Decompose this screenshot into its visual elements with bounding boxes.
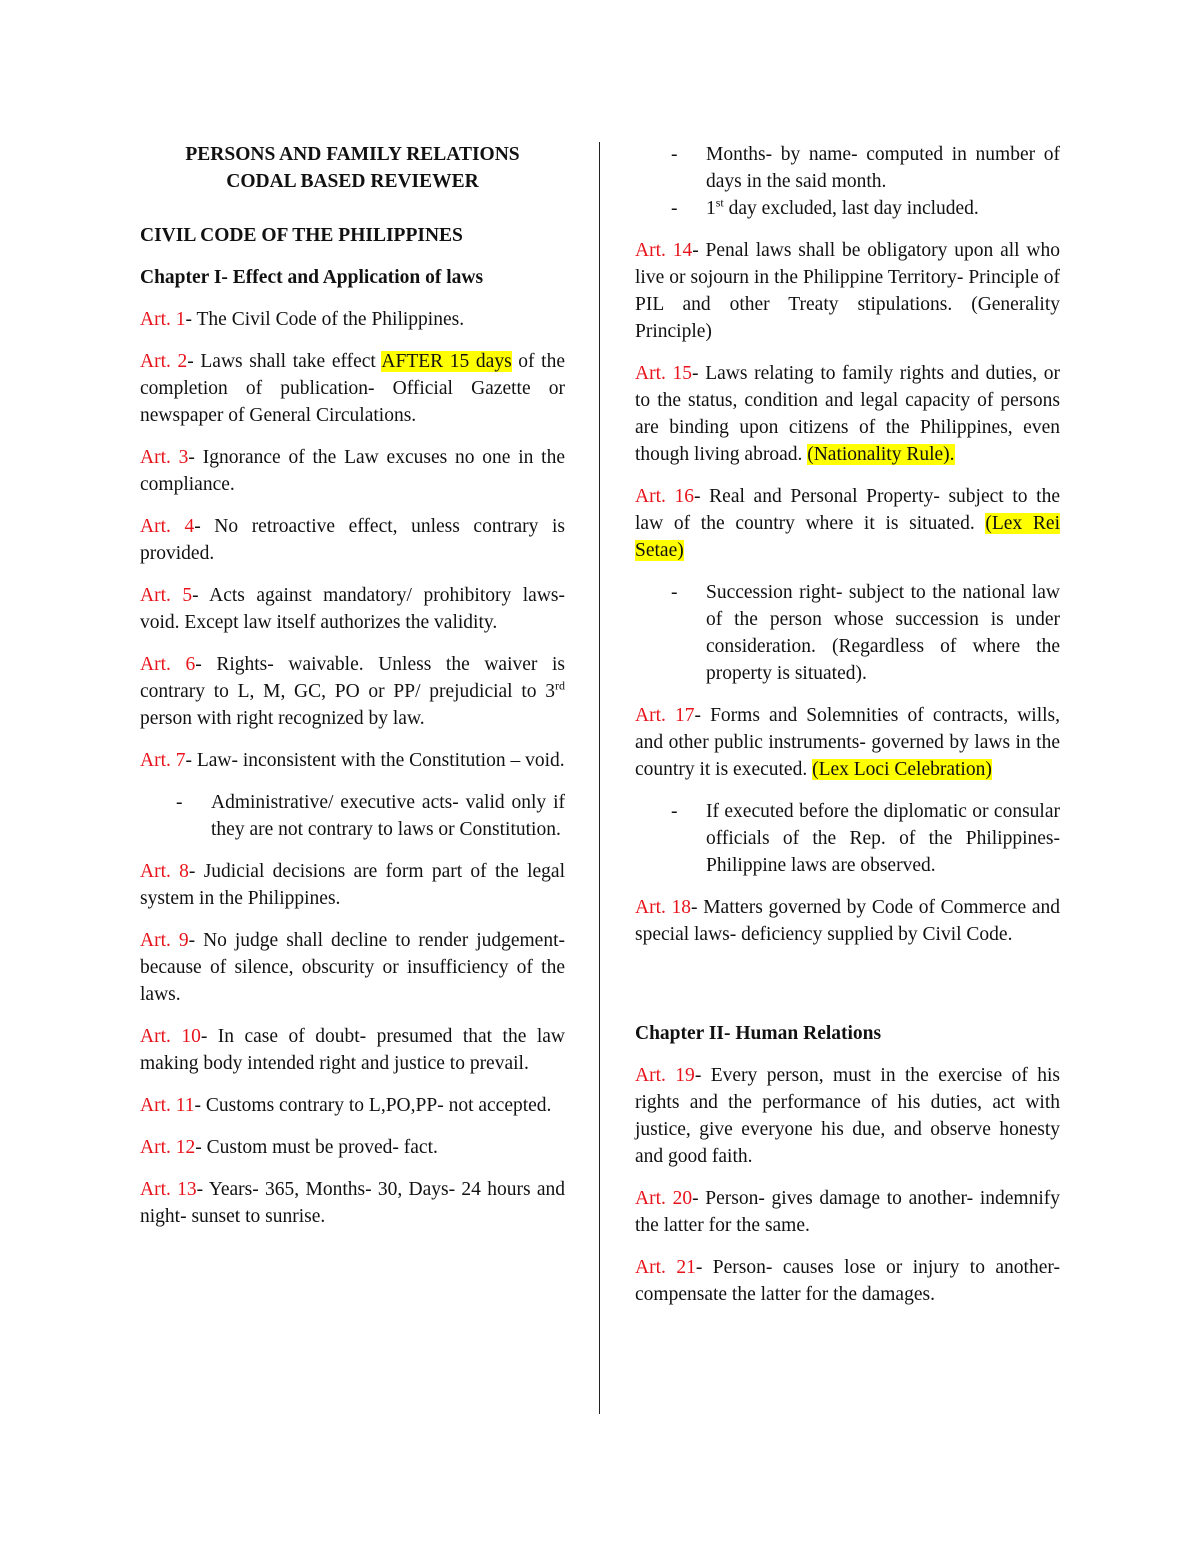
article-7-sublist (140, 789, 565, 843)
article-5 (140, 582, 565, 636)
article-text: - No retroactive effect, unless contrary is provided. (140, 516, 565, 564)
article-13-sublist (635, 141, 1060, 222)
article-16-sublist (635, 579, 1060, 687)
article-text: - Person- causes lose or injury to another- compensate the latter for the damages. (635, 1257, 1060, 1305)
article-10 (140, 1023, 565, 1077)
article-text: - Penal laws shall be obligatory upon all who live or sojourn in the Philippine Territory- Principle of PIL and other Treaty stipulations. (Generality Principle) (635, 240, 1060, 342)
article-number: Art. 21 (635, 1257, 696, 1278)
article-13 (140, 1176, 565, 1230)
list-item (635, 798, 1060, 879)
doc-title-line1: PERSONS AND FAMILY RELATIONS (185, 144, 520, 165)
article-text: - Customs contrary to L,PO,PP- not accepted. (194, 1095, 552, 1116)
article-number: Art. 13 (140, 1179, 197, 1200)
article-number: Art. 15 (635, 363, 693, 384)
article-11 (140, 1092, 565, 1119)
highlighted-text: (Nationality Rule). (807, 444, 955, 465)
article-7 (140, 747, 565, 774)
doc-title-line2: CODAL BASED REVIEWER (226, 171, 479, 192)
article-18 (635, 894, 1060, 948)
article-number: Art. 20 (635, 1188, 693, 1209)
article-6 (140, 651, 565, 732)
article-number: Art. 2 (140, 351, 188, 372)
article-number: Art. 7 (140, 750, 186, 771)
article-1 (140, 306, 565, 333)
article-number: Art. 19 (635, 1065, 695, 1086)
article-8 (140, 858, 565, 912)
article-text: - Matters governed by Code of Commerce and special laws- deficiency supplied by Civil Code. (635, 897, 1060, 945)
article-number: Art. 18 (635, 897, 692, 918)
article-21 (635, 1254, 1060, 1308)
list-item-text-cont: day excluded, last day included. (723, 198, 979, 219)
article-text: - Custom must be proved- fact. (195, 1137, 438, 1158)
article-text: - Every person, must in the exercise of his rights and the performance of his duties, act with justice, give everyone his due, and observe honesty and good faith. (635, 1065, 1060, 1167)
article-text: - In case of doubt- presumed that the law making body intended right and justice to prevail. (140, 1026, 565, 1074)
article-text-cont: person with right recognized by law. (140, 708, 425, 729)
dash-bullet: - (671, 198, 678, 219)
article-text: - No judge shall decline to render judgement- because of silence, obscurity or insufficiency of the laws. (140, 930, 565, 1005)
article-text: - Real and Personal Property- subject to the law of the country where it is situated. (635, 486, 1060, 534)
dash-bullet: - (671, 801, 678, 822)
list-item-text: Months- by name- computed in number of days in the said month. (706, 144, 1060, 192)
article-number: Art. 3 (140, 447, 189, 468)
article-text: - Judicial decisions are form part of the legal system in the Philippines. (140, 861, 565, 909)
code-title: CIVIL CODE OF THE PHILIPPINES (140, 225, 463, 246)
dash-bullet: - (176, 792, 183, 813)
ordinal-number: 1 (706, 198, 716, 219)
list-item (140, 789, 565, 843)
article-number: Art. 17 (635, 705, 695, 726)
superscript: st (715, 195, 724, 210)
list-item-text: Administrative/ executive acts- valid only if they are not contrary to laws or Constitution. (211, 792, 565, 840)
article-text: - Person- gives damage to another- indemnify the latter for the same. (635, 1188, 1061, 1236)
article-number: Art. 6 (140, 654, 196, 675)
right-column (635, 141, 1060, 1323)
article-12 (140, 1134, 565, 1161)
article-16 (635, 483, 1060, 564)
article-19 (635, 1062, 1060, 1170)
list-item (635, 141, 1060, 195)
article-number: Art. 14 (635, 240, 693, 261)
article-17-sublist (635, 798, 1060, 879)
article-14 (635, 237, 1060, 345)
article-20 (635, 1185, 1060, 1239)
article-text-cont: of the completion of publication- Official Gazette or newspaper of General Circulations. (140, 351, 565, 426)
list-item (635, 195, 1060, 222)
article-number: Art. 8 (140, 861, 189, 882)
article-number: Art. 16 (635, 486, 695, 507)
article-17 (635, 702, 1060, 783)
article-2 (140, 348, 565, 429)
article-number: Art. 5 (140, 585, 193, 606)
list-item (635, 579, 1060, 687)
chapter2-heading: Chapter II- Human Relations (635, 1023, 882, 1044)
list-item-text: Succession right- subject to the national law of the person whose succession is under consideration. (Regardless of where the property is situated). (706, 582, 1060, 684)
highlighted-text: (Lex Loci Celebration) (812, 759, 992, 780)
left-column (140, 141, 565, 1245)
article-text: - Laws shall take effect (187, 351, 382, 372)
article-number: Art. 12 (140, 1137, 196, 1158)
article-number: Art. 11 (140, 1095, 195, 1116)
list-item-text: If executed before the diplomatic or consular officials of the Rep. of the Philippines- Philippine laws are observed. (706, 801, 1060, 876)
article-text: - The Civil Code of the Philippines. (185, 309, 465, 330)
article-text: - Rights- waivable. Unless the waiver is contrary to L, M, GC, PO or PP/ prejudicial to 3 (140, 654, 566, 702)
article-text: - Laws relating to family rights and duties, or to the status, condition and legal capacity of persons are binding upon citizens of the Philippines, even though living abroad. (635, 363, 1060, 465)
article-number: Art. 4 (140, 516, 195, 537)
article-15 (635, 360, 1060, 468)
article-text: - Acts against mandatory/ prohibitory laws- void. Except law itself authorizes the validity. (140, 585, 565, 633)
column-divider (599, 142, 600, 1414)
article-number: Art. 9 (140, 930, 189, 951)
list-item-text (706, 195, 1060, 222)
article-number: Art. 1 (140, 309, 186, 330)
article-number: Art. 10 (140, 1026, 201, 1047)
article-9 (140, 927, 565, 1008)
article-3 (140, 444, 565, 498)
dash-bullet: - (671, 144, 678, 165)
chapter1-heading: Chapter I- Effect and Application of laws (140, 267, 484, 288)
article-text: - Law- inconsistent with the Constitution – void. (185, 750, 565, 771)
highlighted-text: (Lex Rei Setae) (635, 513, 1060, 561)
article-text: - Forms and Solemnities of contracts, wills, and other public instruments- governed by laws in the country it is executed. (635, 705, 1060, 780)
article-text: - Years- 365, Months- 30, Days- 24 hours and night- sunset to sunrise. (140, 1179, 565, 1227)
article-4 (140, 513, 565, 567)
article-text: - Ignorance of the Law excuses no one in the compliance. (140, 447, 566, 495)
superscript: rd (555, 678, 565, 693)
highlighted-text: AFTER 15 days (381, 351, 512, 372)
dash-bullet: - (671, 582, 678, 603)
